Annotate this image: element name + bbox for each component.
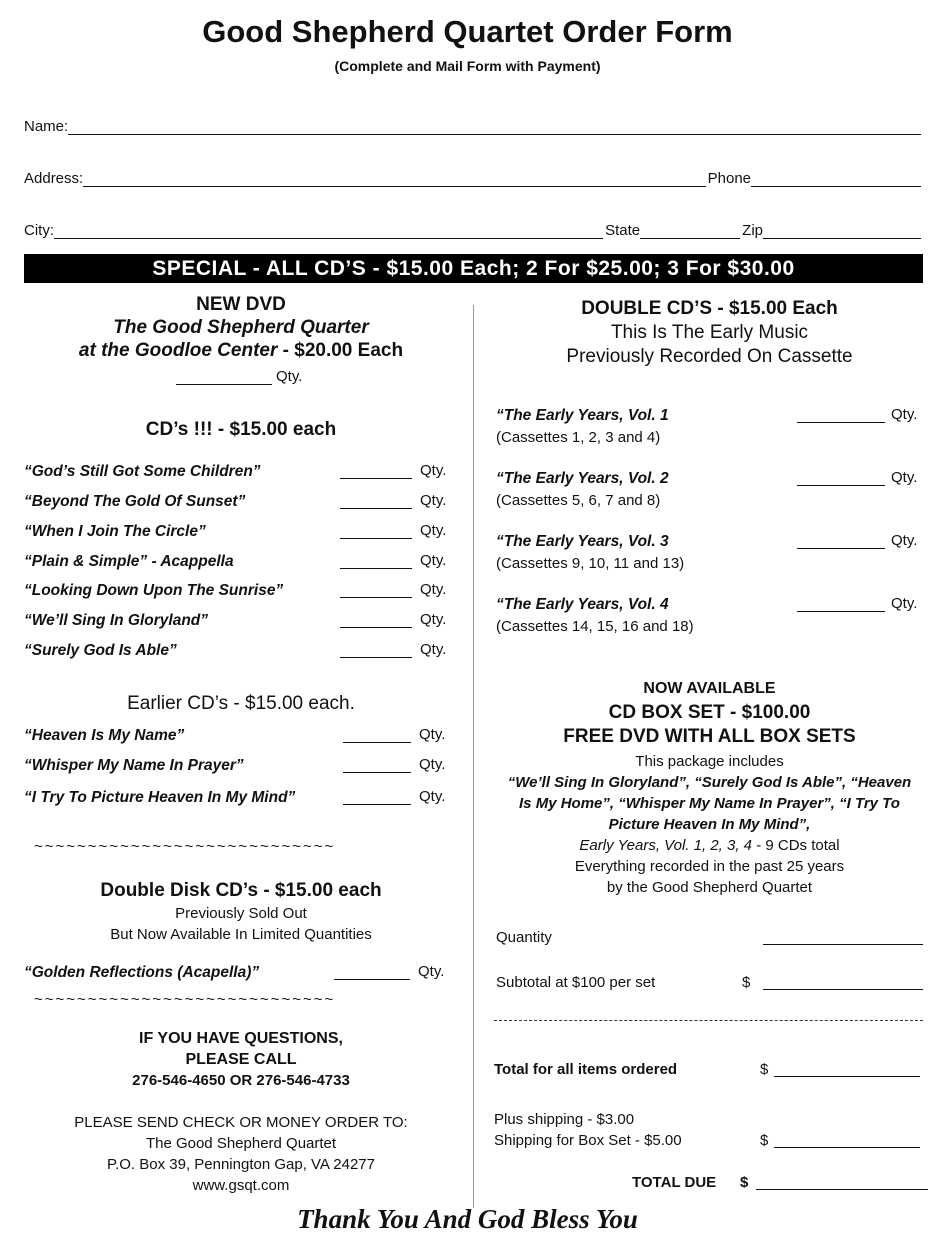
- total-items-field[interactable]: [774, 1061, 920, 1077]
- shipping-dollar: $: [760, 1132, 769, 1149]
- send-to-label: PLEASE SEND CHECK OR MONEY ORDER TO:: [74, 1114, 408, 1131]
- cd-qty-field[interactable]: [340, 523, 412, 539]
- phone-label: Phone: [707, 170, 751, 187]
- dashed-divider: [494, 1020, 923, 1021]
- city-row: [24, 217, 923, 239]
- early-years-qty-row: [797, 406, 917, 423]
- cd-qty-row: [340, 611, 446, 628]
- dvd-qty-field[interactable]: [176, 369, 272, 385]
- package-line6: by the Good Shepherd Quartet: [606, 879, 813, 896]
- double-disk-heading: Double Disk CD’s - $15.00 each: [100, 880, 382, 901]
- dvd-qty-label: Qty.: [276, 368, 303, 385]
- questions-line1: IF YOU HAVE QUESTIONS,: [139, 1030, 343, 1047]
- total-items-dollar: $: [760, 1061, 769, 1078]
- cd-qty-label: Qty.: [420, 611, 447, 628]
- package-line5: Everything recorded in the past 25 years: [574, 858, 845, 875]
- city-field[interactable]: [54, 223, 603, 239]
- name-row: [24, 113, 923, 135]
- subtotal-field[interactable]: [763, 974, 923, 990]
- form-title: Good Shepherd Quartet Order Form: [202, 14, 733, 49]
- zip-label: Zip: [742, 222, 763, 239]
- shipping-field[interactable]: [774, 1132, 920, 1148]
- package-list-line4: [484, 835, 935, 856]
- city-label: City:: [24, 222, 54, 239]
- address-field[interactable]: [83, 171, 705, 187]
- cd-qty-row: [340, 552, 446, 569]
- special-banner: SPECIAL - ALL CD’S - $15.00 Each; 2 For $25.00; 3 For $30.00: [24, 254, 923, 283]
- early-years-cassettes: (Cassettes 5, 6, 7 and 8): [496, 492, 661, 509]
- early-years-qty-label: Qty.: [891, 469, 918, 486]
- cd-qty-field[interactable]: [340, 553, 412, 569]
- cd-qty-label: Qty.: [420, 581, 447, 598]
- early-years-qty-field[interactable]: [797, 596, 885, 612]
- earlier-qty-label: Qty.: [419, 788, 446, 805]
- total-due-dollar: $: [740, 1174, 749, 1191]
- cd-qty-row: [340, 462, 446, 479]
- early-years-title: “The Early Years, Vol. 2: [496, 470, 669, 487]
- package-list-line2: Is My Home”, “Whisper My Name In Prayer”, “I Try To: [519, 795, 900, 812]
- cd-title: “When I Join The Circle”: [24, 523, 206, 540]
- package-list-line3: Picture Heaven In My Mind”,: [608, 816, 811, 833]
- cd-qty-field[interactable]: [340, 642, 412, 658]
- golden-qty-field[interactable]: [334, 964, 410, 980]
- cd-title: “Looking Down Upon The Sunrise”: [24, 582, 284, 599]
- state-field[interactable]: [640, 223, 740, 239]
- early-years-qty-label: Qty.: [891, 595, 918, 612]
- org-name: The Good Shepherd Quartet: [145, 1135, 337, 1152]
- cd-qty-field[interactable]: [340, 463, 412, 479]
- cds-heading: CD’s !!! - $15.00 each: [145, 419, 337, 440]
- cd-qty-field[interactable]: [340, 493, 412, 509]
- contact-phones: 276-546-4650 OR 276-546-4733: [132, 1072, 350, 1089]
- cd-qty-label: Qty.: [420, 492, 447, 509]
- package-includes: This package includes: [635, 753, 784, 770]
- name-label: Name:: [24, 118, 69, 135]
- phone-field[interactable]: [751, 171, 921, 187]
- squiggle-divider-2: ~~~~~~~~~~~~~~~~~~~~~~~~~~~~: [34, 991, 336, 1008]
- early-years-qty-row: [797, 595, 917, 612]
- package-list-line1: “We’ll Sing In Gloryland”, “Surely God Is Able”, “Heaven: [507, 774, 912, 791]
- double-disk-line2: But Now Available In Limited Quantities: [110, 926, 372, 943]
- dvd-title-line1: The Good Shepherd Quarter: [113, 317, 369, 338]
- column-divider: [473, 305, 474, 1208]
- dvd-title-line2-wrap: [24, 340, 458, 362]
- early-years-cassettes: (Cassettes 14, 15, 16 and 18): [496, 618, 694, 635]
- total-items-label: Total for all items ordered: [494, 1061, 678, 1078]
- state-label: State: [605, 222, 641, 239]
- cd-title: “Plain & Simple” - Acappella: [24, 553, 234, 570]
- earlier-cd-title: “I Try To Picture Heaven In My Mind”: [24, 789, 296, 806]
- earlier-heading: Earlier CD’s - $15.00 each.: [127, 693, 355, 714]
- cd-qty-field[interactable]: [340, 582, 412, 598]
- name-field[interactable]: [68, 119, 921, 135]
- early-years-qty-label: Qty.: [891, 532, 918, 549]
- subtotal-dollar: $: [742, 974, 751, 991]
- now-available: NOW AVAILABLE: [643, 680, 776, 697]
- quantity-label: Quantity: [496, 929, 552, 946]
- earlier-qty-field[interactable]: [343, 727, 411, 743]
- early-years-title: “The Early Years, Vol. 3: [496, 533, 669, 550]
- cd-title: “Surely God Is Able”: [24, 642, 177, 659]
- early-years-volumes: Early Years, Vol. 1, 2, 3, 4: [579, 837, 753, 854]
- squiggle-divider: ~~~~~~~~~~~~~~~~~~~~~~~~~~~~: [34, 838, 336, 855]
- total-due-field[interactable]: [756, 1174, 928, 1190]
- early-years-qty-row: [797, 469, 917, 486]
- early-years-cassettes: (Cassettes 1, 2, 3 and 4): [496, 429, 661, 446]
- early-years-cassettes: (Cassettes 9, 10, 11 and 13): [496, 555, 685, 572]
- cd-qty-row: [340, 641, 446, 658]
- total-due-label: TOTAL DUE: [632, 1174, 717, 1191]
- address-row: [24, 165, 923, 187]
- early-years-qty-field[interactable]: [797, 407, 885, 423]
- dvd-title-line2: at the Goodloe Center: [78, 340, 278, 361]
- cd-title: “Beyond The Gold Of Sunset”: [24, 493, 246, 510]
- earlier-qty-row: [343, 726, 445, 743]
- cd-qty-row: [340, 492, 446, 509]
- cd-qty-label: Qty.: [420, 552, 447, 569]
- cd-qty-label: Qty.: [420, 462, 447, 479]
- early-years-qty-field[interactable]: [797, 533, 885, 549]
- shipping-line2: Shipping for Box Set - $5.00: [494, 1132, 682, 1149]
- early-years-qty-row: [797, 532, 917, 549]
- box-quantity-field[interactable]: [763, 929, 923, 945]
- dvd-price: - $20.00 Each: [277, 340, 404, 361]
- early-years-qty-field[interactable]: [797, 470, 885, 486]
- golden-reflections-item: “Golden Reflections (Acapella)”: [24, 964, 260, 981]
- box-set-heading: CD BOX SET - $100.00: [608, 702, 811, 723]
- earlier-qty-label: Qty.: [419, 756, 446, 773]
- early-years-title: “The Early Years, Vol. 4: [496, 596, 669, 613]
- double-cds-heading: DOUBLE CD’S - $15.00 Each: [581, 298, 838, 319]
- cd-qty-field[interactable]: [340, 612, 412, 628]
- zip-field[interactable]: [763, 223, 921, 239]
- earlier-qty-label: Qty.: [419, 726, 446, 743]
- earlier-qty-field[interactable]: [343, 757, 411, 773]
- subtotal-label: Subtotal at $100 per set: [496, 974, 656, 991]
- thank-you-footer: Thank You And God Bless You: [297, 1204, 638, 1234]
- earlier-qty-field[interactable]: [343, 789, 411, 805]
- double-disk-line1: Previously Sold Out: [175, 905, 307, 922]
- questions-line2: PLEASE CALL: [185, 1051, 297, 1068]
- golden-qty-row: [334, 963, 444, 980]
- shipping-line1: Plus shipping - $3.00: [494, 1111, 635, 1128]
- address-label: Address:: [24, 170, 84, 187]
- cd-title: “God’s Still Got Some Children”: [24, 463, 261, 480]
- early-years-qty-label: Qty.: [891, 406, 918, 423]
- cd-title: “We’ll Sing In Gloryland”: [24, 612, 209, 629]
- earlier-cd-title: “Whisper My Name In Prayer”: [24, 757, 244, 774]
- cd-qty-label: Qty.: [420, 522, 447, 539]
- cd-total: - 9 CDs total: [752, 837, 840, 854]
- double-cds-line1: This Is The Early Music: [610, 322, 809, 343]
- earlier-qty-row: [343, 788, 445, 805]
- dvd-heading: NEW DVD: [196, 294, 286, 315]
- earlier-qty-row: [343, 756, 445, 773]
- early-years-title: “The Early Years, Vol. 1: [496, 407, 669, 424]
- cd-qty-row: [340, 522, 446, 539]
- dvd-qty-row: [176, 368, 302, 385]
- website-link[interactable]: www.gsqt.com: [192, 1177, 290, 1194]
- cd-qty-label: Qty.: [420, 641, 447, 658]
- earlier-cd-title: “Heaven Is My Name”: [24, 727, 185, 744]
- golden-qty-label: Qty.: [418, 963, 445, 980]
- mailing-address: P.O. Box 39, Pennington Gap, VA 24277: [107, 1156, 375, 1173]
- cd-qty-row: [340, 581, 446, 598]
- double-cds-line2: Previously Recorded On Cassette: [566, 346, 853, 367]
- free-dvd-heading: FREE DVD WITH ALL BOX SETS: [563, 726, 856, 747]
- form-subtitle: (Complete and Mail Form with Payment): [334, 58, 601, 74]
